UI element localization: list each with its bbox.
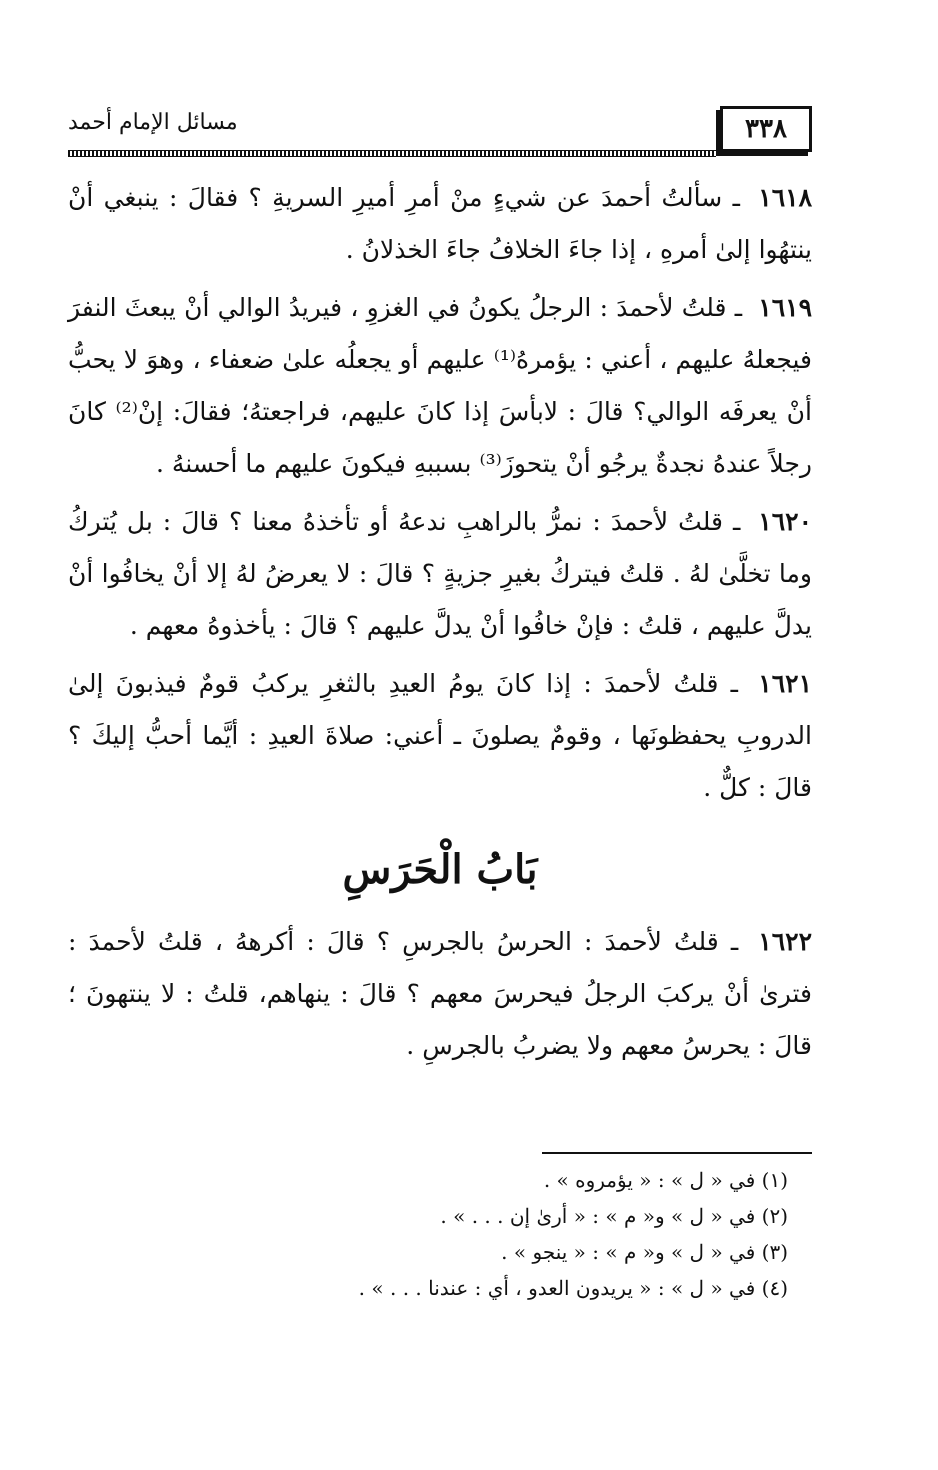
footnote-4: (٤) في « ل » : « يريدون العدو ، أي : عندنا . . . » . [358, 1276, 788, 1300]
paragraph-number: ١٦٢٠ [758, 507, 812, 536]
chapter-title: بَابُ الْحَرَسِ [342, 846, 538, 893]
paragraph-text: ـ قلتُ لأحمدَ : نمرُّ بالراهبِ ندعهُ أو تأخذهُ معنا ؟ قالَ : بل يُتركُ وما تخلَّىٰ لهُ . قلتُ فيتركُ بغيرِ جزيةٍ ؟ قالَ : لا يعرضُ لهُ إلا أنْ يخافُوا أنْ يدلَّ عليهم ، قلتُ : فإنْ خافُوا أنْ يدلَّ عليهم ؟ قالَ : يأخذوهُ معهم . [68, 507, 812, 640]
main-text [68, 172, 812, 1078]
footnotes [68, 1162, 788, 1306]
paragraph-text: ـ قلتُ لأحمدَ : إذا كانَ يومُ العيدِ بالثغرِ يركبُ قومٌ فيذبونَ إلىٰ الدروبِ يحفظونَها ، وقومٌ يصلونَ ـ أعني: صلاةَ العيدِ : أيَّما أحبُّ إليكَ ؟ قالَ : كلٌّ . [68, 669, 812, 802]
paragraph-text: ـ قلتُ لأحمدَ : الحرسُ بالجرسِ ؟ قالَ : أكرههُ ، قلتُ لأحمدَ : فترىٰ أنْ يركبَ الرجلُ فيحرسَ معهم ؟ قالَ : ينهاهم، قلتُ : لا ينتهونَ ؛ قالَ : يحرسُ معهم ولا يضربُ بالجرسِ . [68, 927, 812, 1060]
paragraph-number: ١٦١٨ [758, 183, 812, 212]
paragraph-number: ١٦٢١ [758, 669, 812, 698]
paragraph-number: ١٦١٩ [758, 293, 812, 322]
page-header [68, 96, 812, 160]
page-number: ٣٣٨ [720, 106, 812, 152]
footnote-1: (١) في « ل » : « يؤمروه » . [543, 1168, 788, 1192]
footnote-divider [542, 1152, 812, 1154]
paragraph-1621 [68, 658, 812, 814]
paragraph-1618 [68, 172, 812, 276]
paragraph-number: ١٦٢٢ [758, 927, 812, 956]
paragraph-text: ـ قلتُ لأحمدَ : الرجلُ يكونُ في الغزوِ ، فيريدُ الوالي أنْ يبعثَ النفرَ فيجعلهُ عليهم ، أعني : يؤمرهُ⁽¹⁾ عليهم أو يجعلُه علىٰ ضعفاء ، وهوَ لا يحبُّ أنْ يعرفَه الوالي؟ قالَ : لابأسَ إذا كانَ عليهم، فراجعتهُ؛ فقالَ: إنْ⁽²⁾ كانَ رجلاً عندهُ نجدةٌ يرجُو أنْ يتحوزَ⁽³⁾ بسببهِ فيكونَ عليهم ما أحسنهُ . [68, 293, 812, 478]
footnote-2: (٢) في « ل » و« م » : « أرىٰ إن . . . » . [440, 1204, 788, 1228]
paragraph-text: ـ سألتُ أحمدَ عن شيءٍ منْ أمرِ أميرِ السريةِ ؟ فقالَ : ينبغي أنْ ينتهُوا إلىٰ أمرهِ ، إذا جاءَ الخلافُ جاءَ الخذلانُ . [68, 183, 812, 264]
paragraph-1619 [68, 282, 812, 490]
footnote-3: (٣) في « ل » و« م » : « ينجو » . [501, 1240, 788, 1264]
paragraph-1620 [68, 496, 812, 652]
header-divider [68, 150, 716, 157]
paragraph-1622 [68, 916, 812, 1072]
running-title: مسائل الإمام أحمد [68, 110, 238, 135]
